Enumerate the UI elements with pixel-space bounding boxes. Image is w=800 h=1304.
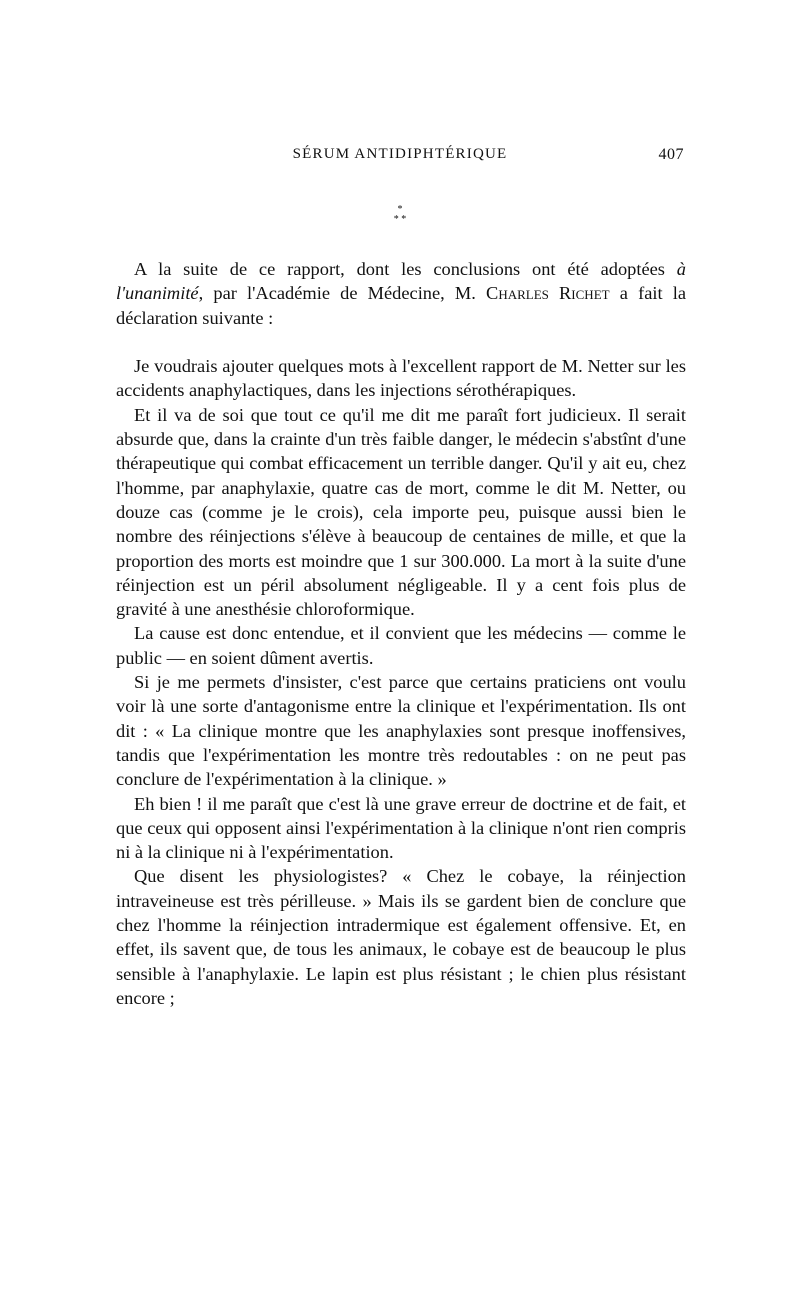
author-name: Charles Richet [486, 283, 610, 304]
intro-part-1: A la suite de ce rapport, dont les conclusions ont été adoptées [134, 259, 677, 279]
asterism-top: * [397, 204, 403, 215]
paragraph: Eh bien ! il me paraît que c'est là une grave erreur de doctrine et de fait, et que ceux qui opposent ainsi l'expérimentation à la clinique n'ont rien compris ni à la clinique ni à l'expérimentation. [116, 793, 686, 863]
running-title: SÉRUM ANTIDIPHTÉRIQUE [292, 146, 508, 162]
paragraph: Que disent les physiologistes? « Chez le cobaye, la réinjection intraveineuse est très périlleuse. » Mais ils se gardent bien de conclure que chez l'homme la réinjection intradermique est également offensive. Et, en effet, ils savent que, de tous les animaux, le cobaye est de beaucoup le plus sensible à l'anaphylaxie. Le lapin est plus résistant ; le chien plus résistant encore ; [116, 866, 686, 1008]
page-number: 407 [658, 146, 684, 163]
intro-italic: à l'unanimité [116, 259, 686, 304]
intro-part-2: , par l'Académie de Médecine, M. [198, 283, 487, 304]
paragraph: Je voudrais ajouter quelques mots à l'excellent rapport de M. Netter sur les accidents anaphylactiques, dans les injections sérothérapiques. [116, 356, 686, 401]
intro-part-3: a fait la déclaration suivante : [116, 283, 687, 328]
running-head [116, 146, 684, 168]
asterism-bottom: * * [393, 214, 407, 225]
asterism-ornament [370, 205, 430, 235]
paragraph: Si je me permets d'insister, c'est parce que certains praticiens ont voulu voir là une sorte d'antagonisme entre la clinique et l'expérimentation. Ils ont dit : « La clinique montre que les anaphylaxies sont presque inoffensives, tandis que l'expérimentation les montre très redoutables : on ne peut pas conclure de l'expérimentation à la clinique. » [116, 672, 686, 790]
paragraph: Et il va de soi que tout ce qu'il me dit me paraît fort judicieux. Il serait absurde que, dans la crainte d'un très faible danger, le médecin s'abstînt d'une thérapeutique qui combat efficacement un terrible danger. Qu'il y ait eu, chez l'homme, par anaphylaxie, quatre cas de mort, comme le dit M. Netter, ou douze cas (comme je le crois), cela importe peu, puisque aussi bien le nombre des réinjections s'élève à beaucoup de centaines de mille, et que la proportion des morts est moindre que 1 sur 300.000. La mort à la suite d'une réinjection est un péril absolument négligeable. Il y a cent fois plus de gravité à une anesthésie chloroformique. [116, 404, 686, 620]
body-text [116, 257, 686, 1010]
intro-paragraph [116, 257, 686, 330]
paragraph: La cause est donc entendue, et il convient que les médecins — comme le public — en soient dûment avertis. [116, 623, 686, 668]
